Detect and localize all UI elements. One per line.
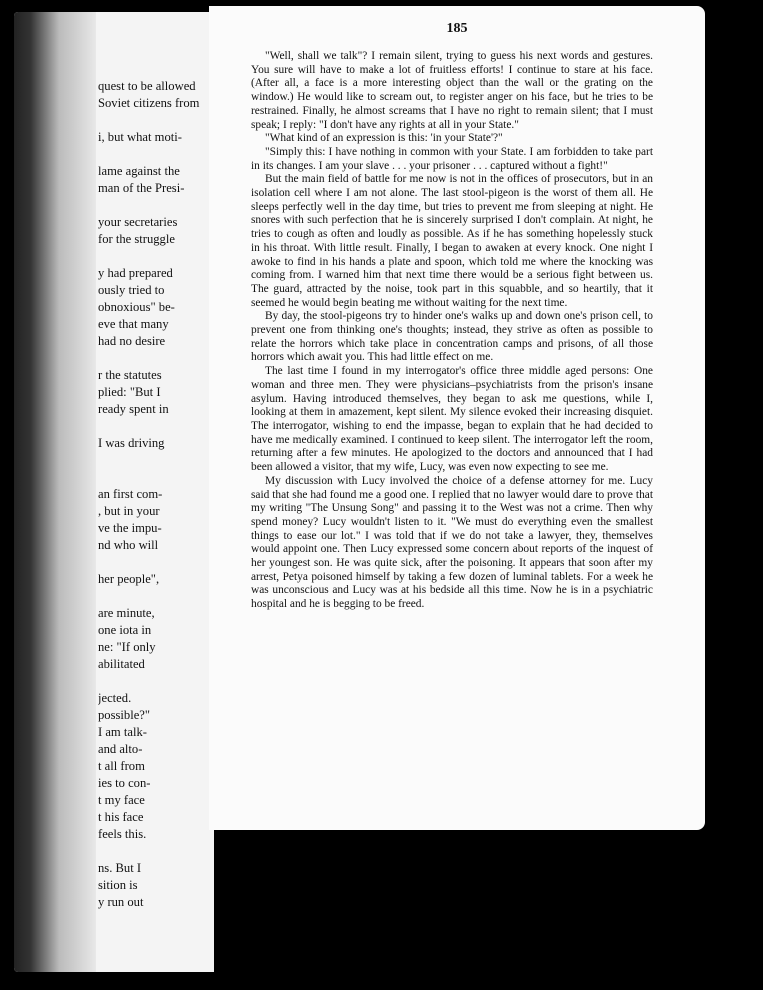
left-page-line: I am talk- [98, 725, 147, 739]
page-number: 185 [446, 21, 468, 36]
left-page-line: feels this. [98, 827, 147, 841]
left-page-line: ready spent in [98, 402, 169, 416]
left-page [14, 12, 214, 972]
left-page-line: for the struggle [98, 232, 175, 246]
line-gap [98, 554, 210, 571]
left-page-line: ne: "If only [98, 640, 156, 654]
left-page-line: jected. [98, 691, 132, 705]
paragraph: "What kind of an expression is this: 'in your State'?" [265, 132, 503, 145]
line-gap [98, 112, 210, 129]
left-page-line: ously tried to [98, 283, 165, 297]
left-page-line: an first com- [98, 487, 163, 501]
left-page-line: t his face [98, 810, 144, 824]
left-page-line: y had prepared [98, 266, 173, 280]
left-page-line: t my face [98, 793, 145, 807]
left-page-line: ve the impu- [98, 521, 162, 535]
left-page-line: abilitated [98, 657, 145, 671]
paragraph: My discussion with Lucy involved the choice of a defense attorney for me. Lucy said that she had found me a good one. I replied that no lawyer would dare to prove that my writing "The Unsung Song" and passing it to the West was not a crime. Then why spend money? Lucy wouldn't listen to it. "We must do everything even the smallest things to ease our lot." I was told that if we do not take a lawyer, they, themselves would appoint one. Then Lucy expressed some concern about reports of the inquest of her youngest son. He was quite sick, after the poisoning. It appears that soon after my arrest, Petya poisoned himself by taking a few dozen of luminal tablets. For a week he was unconscious and Lucy was at his bedside all this time. Now he is in a psychiatric hospital and he is begging to be freed. [251, 474, 653, 611]
line-gap [98, 673, 210, 690]
book-gutter [14, 12, 96, 972]
paragraph: By day, the stool-pigeons try to hinder one's walks up and down one's prison cell, to prevent one from thinking one's thoughts; instead, they strive as often as possible to relate the horrors which take place in concentration camps and prisons, of all those horrors which await you. This had little effect on me. [251, 310, 653, 364]
line-gap [98, 418, 210, 435]
left-page-line: , but in your [98, 504, 160, 518]
left-page-line: plied: "But I [98, 385, 161, 399]
left-page-line: had no desire [98, 334, 166, 348]
left-page-line: eve that many [98, 317, 169, 331]
paragraph: But the main field of battle for me now is not in the offices of prosecutors, but in an isolation cell where I am not alone. The last stool-pigeon is the worst of them all. He sleeps perfectly well in the day time, but tries to prevent me from sleeping at night. He snores with such perfection that he is sincerely surprised I don't complain. At night, he tries to cough as often and loudly as possible. As if he has something hopelessly stuck in his throat. With little result. Finally, I began to awaken at every knock. One night I awoke to find in his hands a plate and spoon, which told me where the knocking was coming from. I warned him that next time there would be a serious fight between us. The guard, attracted by the noise, took part in this squabble, and so heartily, that it seemed he would begin beating me without waiting for the next time. [251, 173, 653, 309]
left-page-line: ns. But I [98, 861, 142, 875]
paragraph: The last time I found in my interrogator's office three middle aged persons: One woman and three men. They were physicians–psychiatrists from the prison's insane asylum. Having introduced themselves, they began to ask me questions, while I, looking at them in amazement, kept silent. My silence evoked their increasing disquiet. The interrogator, wishing to end the impasse, began to explain that he had decided to have me medically examined. I continued to keep silent. The interrogator left the room, returning after a few minutes. He apologized to the doctors and announced that I had been allowed a visitor, that my wife, Lucy, was even now expecting to see me. [251, 365, 653, 474]
line-gap [98, 248, 210, 265]
paragraph: "Simply this: I have nothing in common with your State. I am forbidden to take part in its changes. I am your slave . . . your prisoner . . . captured without a fight!" [251, 145, 653, 172]
left-page-line: t all from [98, 759, 145, 773]
left-page-line: Soviet citizens from [98, 96, 200, 110]
left-page-line: y run out [98, 895, 144, 909]
left-page-line: sition is [98, 878, 138, 892]
left-page-line: are minute, [98, 606, 155, 620]
paragraph: "Well, shall we talk"? I remain silent, trying to guess his next words and gestures. You sure will have to make a lot of fruitless efforts! I continue to stare at his face. (After all, a face is a more interesting object than the wall or the grating on the window.) He would like to scream out, to register anger on his face, but he tries to be restrained. Finally, he almost screams that I have no right to remain silent; that I must speak; I reply: "I don't have any rights at all in your State." [251, 50, 653, 131]
left-page-line: nd who will [98, 538, 159, 552]
left-page-line: man of the Presi- [98, 181, 185, 195]
left-page-line: quest to be allowed [98, 79, 196, 93]
line-gap [98, 197, 210, 214]
line-gap [98, 350, 210, 367]
left-page-line: possible?" [98, 708, 151, 722]
line-gap [98, 146, 210, 163]
left-page-line: one iota in [98, 623, 152, 637]
left-page-line: her people", [98, 572, 160, 586]
left-page-line: and alto- [98, 742, 143, 756]
left-page-line: lame against the [98, 164, 180, 178]
main-page [209, 6, 705, 830]
left-page-line: r the statutes [98, 368, 162, 382]
line-gap [98, 588, 210, 605]
line-gap [98, 469, 210, 486]
line-gap [98, 452, 210, 469]
left-page-text [98, 78, 210, 911]
left-page-line: I was driving [98, 436, 165, 450]
page-body [251, 50, 653, 612]
line-gap [98, 843, 210, 860]
left-page-line: your secretaries [98, 215, 178, 229]
left-page-line: i, but what moti- [98, 130, 182, 144]
left-page-line: ies to con- [98, 776, 151, 790]
left-page-line: obnoxious" be- [98, 300, 175, 314]
